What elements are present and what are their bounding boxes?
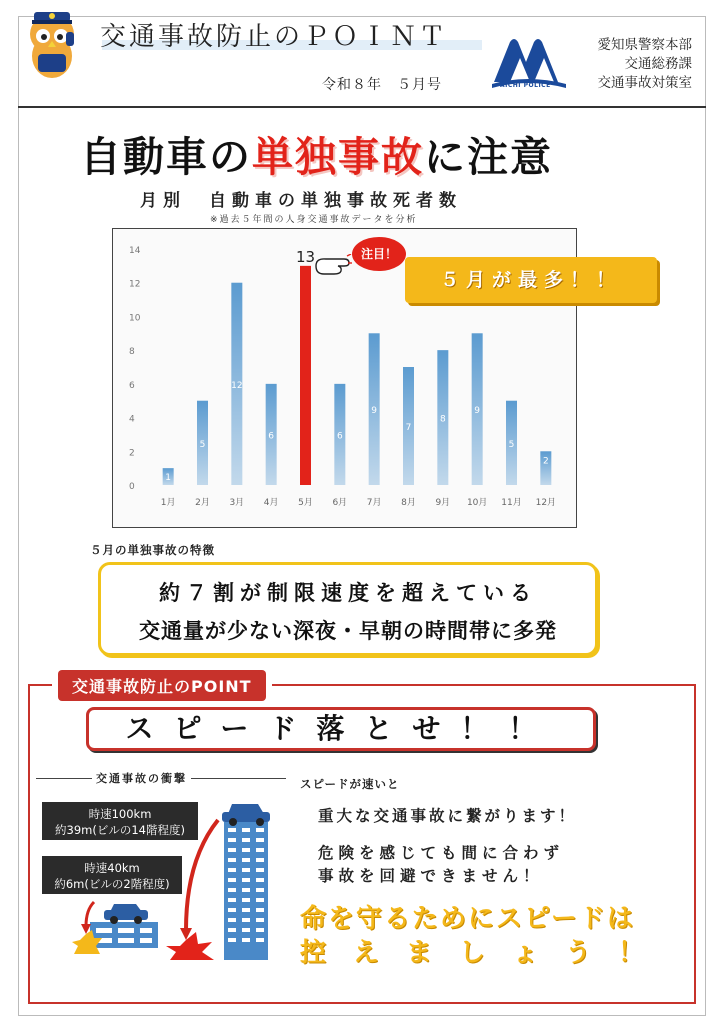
bar-value-label: 6: [336, 431, 343, 442]
bar-value-label: 12: [231, 380, 243, 391]
org-line: 交通総務課: [624, 56, 692, 72]
bar-value-label: 7: [405, 423, 412, 433]
y-tick-label: 0: [129, 482, 135, 492]
bar-value-label: 5: [508, 439, 515, 450]
y-tick-label: 12: [129, 279, 141, 290]
x-tick-label: 8月: [401, 498, 416, 508]
speed-40km-card: [42, 856, 182, 894]
y-tick-label: 14: [129, 246, 141, 256]
car-small-icon: [104, 904, 148, 924]
headline-highlight: 単独事故: [252, 133, 424, 181]
issue-date: 令和８年 ５月号: [322, 77, 442, 93]
pointing-hand-icon: [314, 254, 352, 276]
bar-value-label: 13: [295, 247, 316, 266]
impact-burst-icon: [166, 932, 214, 960]
small-building-icon: [90, 922, 158, 948]
peak-month-banner: ５月が最多！！: [405, 257, 657, 303]
bar-value-label: 1: [165, 473, 172, 484]
y-tick-label: 2: [129, 448, 135, 459]
speed-100km-card: [42, 802, 198, 840]
police-owl-mascot-icon: [22, 6, 82, 80]
x-tick-label: 4月: [263, 498, 279, 508]
x-tick-label: 9月: [435, 498, 451, 508]
y-tick-label: 4: [129, 414, 135, 425]
warning-cannot-avoid: [318, 842, 564, 888]
feature-night-hours: 交通量が少ない深夜・早朝の時間帯に多発: [139, 619, 557, 643]
point-tab: [52, 670, 272, 698]
org-line: 愛知県警察本部: [597, 37, 692, 53]
warning-line: 事故を回避できません！: [318, 867, 544, 885]
slogan-line: 命を守るためにスピードは: [300, 904, 635, 934]
chart-note: ※過去５年間の人身交通事故データを分析: [210, 215, 418, 225]
x-tick-label: 6月: [332, 498, 348, 508]
bar-value-label: 2: [542, 456, 549, 467]
org-line: 交通事故対策室: [597, 75, 692, 91]
tall-building-icon: [224, 822, 268, 960]
headline: [80, 124, 660, 183]
speed-40km-label: 時速40km: [84, 861, 140, 875]
warning-line: 危険を感じても間に合わず: [318, 844, 565, 862]
speed-40km-height: 約6m(ビルの2階程度): [54, 877, 170, 891]
point-tab-label: 交通事故防止のPOINT: [58, 670, 266, 701]
speed-lead-text: スピードが速いと: [300, 777, 400, 791]
logo-caption: AICHI POLICE: [500, 82, 551, 89]
features-label: ５月の単独事故の特徴: [90, 543, 215, 557]
organization: [574, 36, 692, 93]
y-tick-label: 6: [129, 380, 135, 391]
speed-100km-height: 約39m(ビルの14階程度): [55, 823, 185, 837]
features-box: [98, 562, 598, 656]
x-tick-label: 10月: [466, 498, 488, 508]
x-tick-label: 5月: [298, 498, 313, 508]
x-tick-label: 1月: [160, 498, 176, 508]
x-tick-label: 3月: [229, 498, 245, 508]
y-tick-label: 10: [129, 313, 141, 324]
bar-value-label: 9: [474, 406, 481, 417]
y-tick-label: 8: [129, 347, 135, 358]
attention-badge: 注目！: [352, 237, 406, 271]
bar-value-label: 6: [268, 431, 275, 442]
headline-suffix: に注意: [424, 133, 553, 181]
page-title: 交通事故防止のＰＯＩＮＴ: [100, 22, 449, 52]
warning-serious-accident: 重大な交通事故に繋がります！: [318, 807, 578, 825]
x-tick-label: 12月: [535, 498, 557, 508]
bar-value-label: 9: [371, 406, 378, 417]
bar-5月: [300, 266, 311, 485]
chart-title: 月別 自動車の単独事故死者数: [140, 191, 462, 211]
slogan-line: 控えましょう！: [300, 938, 672, 968]
impact-label: 交通事故の衝撃: [92, 770, 191, 786]
x-tick-label: 11月: [501, 498, 522, 508]
slow-down-banner: スピード落とせ！！: [86, 707, 596, 751]
speed-100km-label: 時速100km: [88, 807, 152, 821]
bar-value-label: 8: [439, 414, 446, 425]
x-tick-label: 2月: [195, 498, 210, 508]
safety-slogan: [300, 902, 690, 970]
bar-value-label: 5: [199, 439, 206, 450]
headline-prefix: 自動車の: [80, 133, 252, 181]
feature-speeding: 約７割が制限速度を超えている: [159, 581, 537, 605]
x-tick-label: 7月: [366, 498, 382, 508]
